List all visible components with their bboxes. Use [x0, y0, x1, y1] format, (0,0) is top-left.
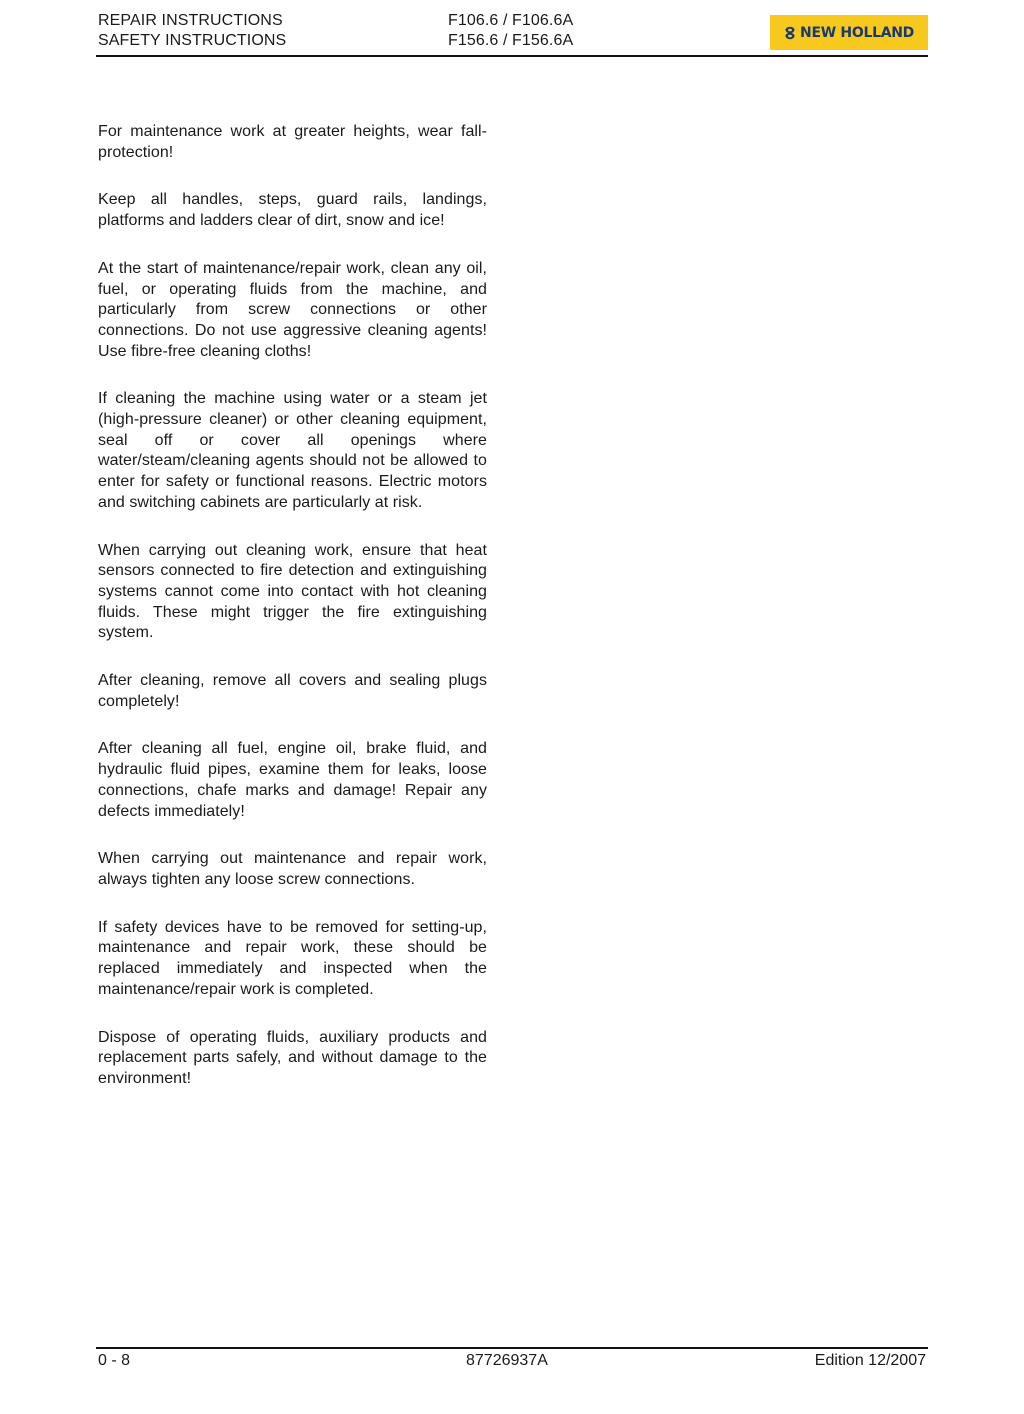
new-holland-leaf-icon	[784, 26, 796, 40]
instruction-paragraph: When carrying out cleaning work, ensure that heat sensors connected to fire detection and extinguishing systems cannot come into contact with hot cleaning fluids. These might trigger the fire extinguishing system.	[98, 541, 487, 642]
instruction-paragraph: At the start of maintenance/repair work, clean any oil, fuel, or operating fluids from the machine, and particularly from screw connections or other connections. Do not use aggressive cleaning agents! Use fibre-free cleaning cloths!	[98, 259, 487, 360]
instruction-paragraph: If safety devices have to be removed for setting-up, maintenance and repair work, these should be replaced immediately and inspected when the maintenance/repair work is completed.	[98, 918, 487, 998]
instruction-paragraph: After cleaning all fuel, engine oil, brake fluid, and hydraulic fluid pipes, examine them for leaks, loose connections, chafe marks and damage! Repair any defects immediately!	[98, 740, 487, 820]
footer-divider	[96, 1347, 928, 1349]
instruction-paragraph: After cleaning, remove all covers and sealing plugs completely!	[98, 672, 487, 710]
header-divider	[96, 55, 928, 57]
header-model-line-2: F156.6 / F156.6A	[448, 32, 574, 49]
instruction-paragraph: For maintenance work at greater heights, wear fall-protection!	[98, 123, 487, 161]
instruction-paragraph: If cleaning the machine using water or a steam jet (high-pressure cleaner) or other cleaning equipment, seal off or cover all openings where water/steam/cleaning agents should not be allowed to enter for safety or functional reasons. Electric motors and switching cabinets are particularly at risk.	[98, 390, 487, 511]
instruction-paragraph: Dispose of operating fluids, auxiliary products and replacement parts safely, and without damage to the environment!	[98, 1028, 487, 1087]
header-model-line-1: F106.6 / F106.6A	[448, 12, 574, 29]
logo-wordmark: NEW HOLLAND	[800, 24, 914, 41]
edition-label: Edition 12/2007	[814, 1352, 926, 1369]
page-number: 0 - 8	[98, 1352, 131, 1369]
document-number: 87726937A	[466, 1352, 548, 1369]
new-holland-logo	[770, 15, 928, 50]
page-header	[0, 0, 1024, 58]
safety-instructions-body	[98, 122, 487, 1117]
header-subsection-title: SAFETY INSTRUCTIONS	[98, 32, 287, 49]
instruction-paragraph: Keep all handles, steps, guard rails, landings, platforms and ladders clear of dirt, snow and ice!	[98, 191, 487, 230]
header-section-title: REPAIR INSTRUCTIONS	[98, 12, 283, 29]
instruction-paragraph: When carrying out maintenance and repair work, always tighten any loose screw connections.	[98, 850, 487, 888]
